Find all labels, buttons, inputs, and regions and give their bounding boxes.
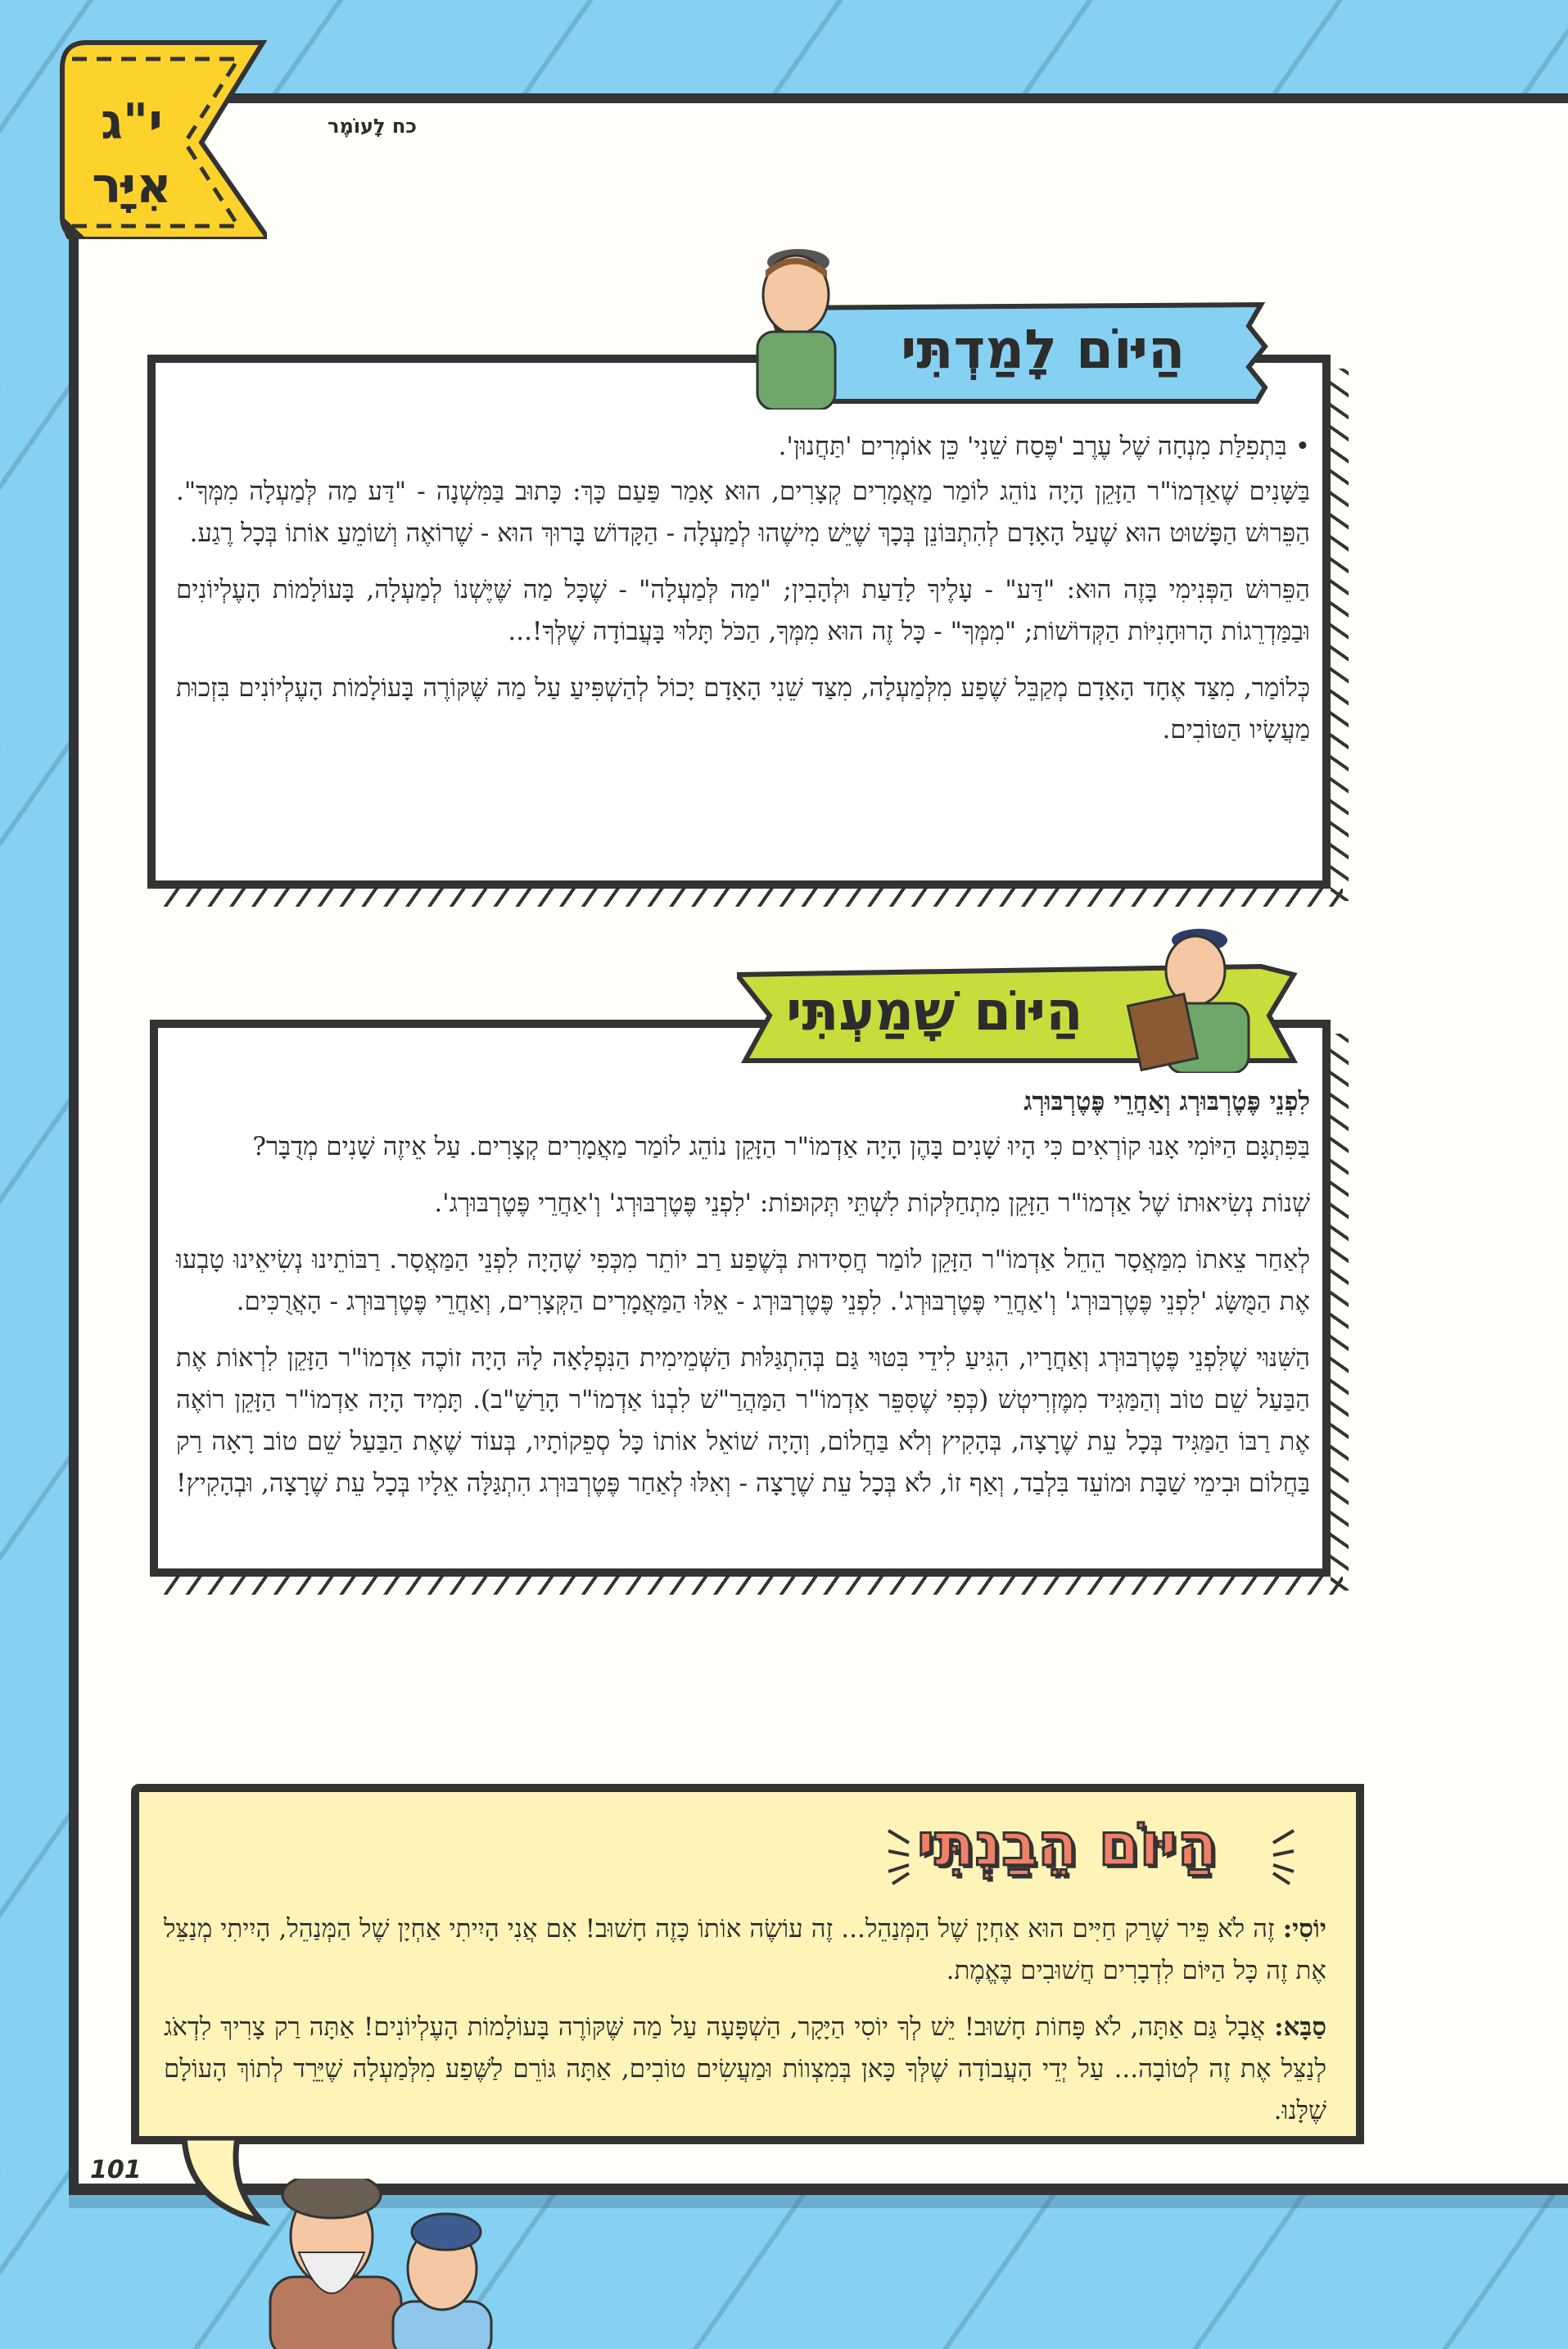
box-shadow-hatch: [1331, 1034, 1349, 1591]
date-flag-text: [54, 90, 210, 218]
page-number: 101: [90, 2156, 142, 2184]
box-shadow-hatch: [164, 889, 1343, 907]
paragraph: לְאַחַר צֵאתוֹ מִמַּאֲסָר הֵחֵל אַדְמוֹ"ר הַזָּקֵן לוֹמַר חֲסִידוּת בְּשֶׁפַע רַב יוֹתֵר מִכְּפִי שֶׁהָיָה לִפְנֵי הַמַּאֲסָר. רַבּוֹתֵינוּ נְשִׂיאֵינוּ טָבְעוּ אֶת הַמֻּשָּׂג 'לִפְנֵי פֶּטֶרְבּוּרְג' וְ'אַחֲרֵי פֶּטֶרְבּוּרְג'. לִפְנֵי פֶּטֶרְבּוּרְג - אֵלּוּ הַמַּאֲמָרִים הַקְּצָרִים, וְאַחֲרֵי פֶּטֶרְבּוּרְג - הָאֲרֻכִּים.: [176, 1245, 1310, 1316]
section-learned-title: הַיּוֹם לָמַדְתִּי: [901, 318, 1186, 381]
sparkle-lines-icon: [1265, 1822, 1298, 1888]
section-understood-title: הַיּוֹם הֵבַנְתִּי: [917, 1810, 1218, 1879]
box-shadow-hatch: [1331, 369, 1349, 901]
box-shadow-hatch: [164, 1577, 1343, 1595]
paragraph: כְּלוֹמַר, מִצַּד אֶחָד הָאָדָם מְקַבֵּל שֶׁפַע מִלְּמַעְלָה, מִצַּד שֵׁנִי הָאָדָם יָכוֹל לְהַשְׁפִּיעַ עַל מַה שֶּׁקּוֹרֶה בָּעוֹלָמוֹת הָעֶלְיוֹנִים בִּזְכוּת מַעֲשָׂיו הַטּוֹבִים.: [176, 673, 1310, 745]
grandfather-and-boy-illustration-icon: [254, 2179, 549, 2349]
section-learned-body: [176, 426, 1310, 766]
boy-illustration-icon: [737, 246, 852, 410]
paragraph: • בִּתְפִלַּת מִנְחָה שֶׁל עֶרֶב 'פֶּסַח שֵׁנִי' כֵּן אוֹמְרִים 'תַּחֲנוּן'.: [778, 432, 1310, 461]
sparkle-lines-icon: [884, 1822, 917, 1888]
dialogue-line: [164, 1908, 1326, 1992]
dialogue-text: אֲבָל גַּם אַתָּה, לֹא פָּחוֹת חָשׁוּב! יֵשׁ לְךָ יוֹסִי הַיָּקָר, הַשְׁפָּעָה עַל מַה שֶּׁקּוֹרֶה בָּעוֹלָמוֹת הָעֶלְיוֹנִים! אַתָּה רַק צָרִיךְ לִדְאֹג לְנַצֵּל אֶת זֶה לְטוֹבָה... עַל יְדֵי הָעֲבוֹדָה שֶׁלְּךָ כָּאן בְּמִצְווֹת וּמַעֲשִׂים טוֹבִים, אַתָּה גּוֹרֵם לַשֶּׁפַע מִלְּמַעְלָה שֶׁיֵּרֵד לְתוֹךְ הָעוֹלָם שֶׁלָּנוּ.: [164, 2012, 1326, 2125]
date-day: י"ג: [101, 93, 163, 151]
running-head: כח לָעוֹמֶר: [328, 115, 417, 138]
paragraph: שְׁנוֹת נְשִׂיאוּתוֹ שֶׁל אַדְמוֹ"ר הַזָּקֵן מִתְחַלְּקוֹת לִשְׁתֵּי תְּקוּפוֹת: 'לִפְנֵי פֶּטֶרְבּוּרְג' וְ'אַחֲרֵי פֶּטֶרְבּוּרְג'.: [434, 1188, 1310, 1218]
paragraph: בַּשָּׁנִים שֶׁאַדְמוֹ"ר הַזָּקֵן הָיָה נוֹהֵג לוֹמַר מַאֲמָרִים קְצָרִים, הוּא אָמַר פַּעַם כָּךְ: כָּתוּב בַּמִּשְׁנָה - "דַּע מַה לְּמַעְלָה מִמְּךָ". הַפֵּרוּשׁ הַפָּשׁוּט הוּא שֶׁעַל הָאָדָם לְהִתְבּוֹנֵן בְּכָךְ שֶׁיֵּשׁ מִישֶׁהוּ לְמַעְלָה - הַקָּדוֹשׁ בָּרוּךְ הוּא - שֶׁרוֹאֶה וְשׁוֹמֵעַ אוֹתוֹ בְּכָל רֶגַע.: [176, 477, 1310, 548]
date-month: אִיָּר: [92, 157, 172, 215]
speaker-name: יוֹסִי:: [1282, 1914, 1326, 1944]
paragraph: הַפֵּרוּשׁ הַפְּנִימִי בָּזֶה הוּא: "דַּע" - עָלֶיךָ לָדַעַת וּלְהָבִין; "מַה לְּמַעְלָה" - שֶׁכָּל מַה שֶּׁיֶּשְׁנוֹ לְמַעְלָה, בָּעוֹלָמוֹת הָעֶלְיוֹנִים וּבַמַּדְרֵגוֹת הָרוּחָנִיּוֹת הַקְּדוֹשׁוֹת; "מִמְּךָ" - כָּל זֶה הוּא מִמְּךָ, הַכֹּל תָּלוּי בָּעֲבוֹדָה שֶׁלְּךָ!...: [176, 575, 1310, 646]
paragraph: בַּפִּתְגָּם הַיּוֹמִי אָנוּ קוֹרְאִים כִּי הָיוּ שָׁנִים בָּהֶן הָיָה אַדְמוֹ"ר הַזָּקֵן נוֹהֵג לוֹמַר מַאֲמָרִים קְצָרִים. עַל אֵיזֶה שָׁנִים מְדֻבָּר?: [252, 1132, 1310, 1161]
section-heard-subtitle: לִפְנֵי פֶּטֶרְבּוּרְג וְאַחֲרֵי פֶּטֶרְבּוּרְג: [1023, 1087, 1310, 1116]
section-understood-body: [164, 1908, 1326, 2147]
reading-boy-illustration-icon: [1122, 926, 1261, 1073]
section-heard-title: הַיּוֹם שָׁמַעְתִּי: [786, 980, 1083, 1043]
dialogue-text: זֶה לֹא פֵּיר שֶׁרַק חַיִּים הוּא אַחְיָן שֶׁל הַמְּנַהֵל... זֶה עוֹשֶׂה אוֹתוֹ כָּזֶה חָשׁוּב! אִם אֲנִי הָיִיתִי אַחְיָן שֶׁל הַמְּנַהֵל, הָיִיתִי מְנַצֵּל אֶת זֶה כָּל הַיּוֹם לִדְבָרִים חֲשׁוּבִים בֶּאֱמֶת.: [164, 1914, 1326, 1985]
dialogue-line: [164, 2007, 1326, 2132]
paragraph: הַשִּׁנּוּי שֶׁלִּפְנֵי פֶּטֶרְבּוּרְג וְאַחֲרָיו, הִגִּיעַ לִידֵי בִּטּוּי גַּם בְּהִתְגַּלּוּת הַשְּׁמֵימִית הַנִּפְלָאָה לָהּ הָיָה זוֹכֶה אַדְמוֹ"ר הַזָּקֵן לִרְאוֹת אֶת הַבַּעַל שֵׁם טוֹב וְהַמַּגִּיד מִמֶּזְרִיטְשׁ (כְּפִי שֶׁסִּפֵּר אַדְמוֹ"ר הַמַּהֲרַ"שׁ לִבְנוֹ אַדְמוֹ"ר הָרַשַׁ"ב). תָּמִיד הָיָה אַדְמוֹ"ר הַזָּקֵן רוֹאֶה אֶת רַבּוֹ הַמַּגִּיד בְּכָל עֵת שֶׁרָצָה, בְּהָקִיץ וְלֹא בַּחֲלוֹם, וְהָיָה שׁוֹאֵל אוֹתוֹ כָּל סְפֵקוֹתָיו, בְּעוֹד שֶׁאֶת הַבַּעַל שֵׁם טוֹב רָאָה רַק בַּחֲלוֹם וּבִימֵי שַׁבָּת וּמוֹעֵד בִּלְבַד, וְאַף זוֹ, לֹא בְּכָל עֵת שֶׁרָצָה - וְאִלּוּ לְאַחַר פֶּטֶרְבּוּרְג הִתְגַּלָּה אֵלָיו בְּכָל עֵת שֶׁרָצָה, וּבְהָקִיץ!: [176, 1343, 1310, 1498]
section-heard-body: [176, 1081, 1310, 1519]
speaker-name: סַבָּא:: [1274, 2012, 1326, 2042]
